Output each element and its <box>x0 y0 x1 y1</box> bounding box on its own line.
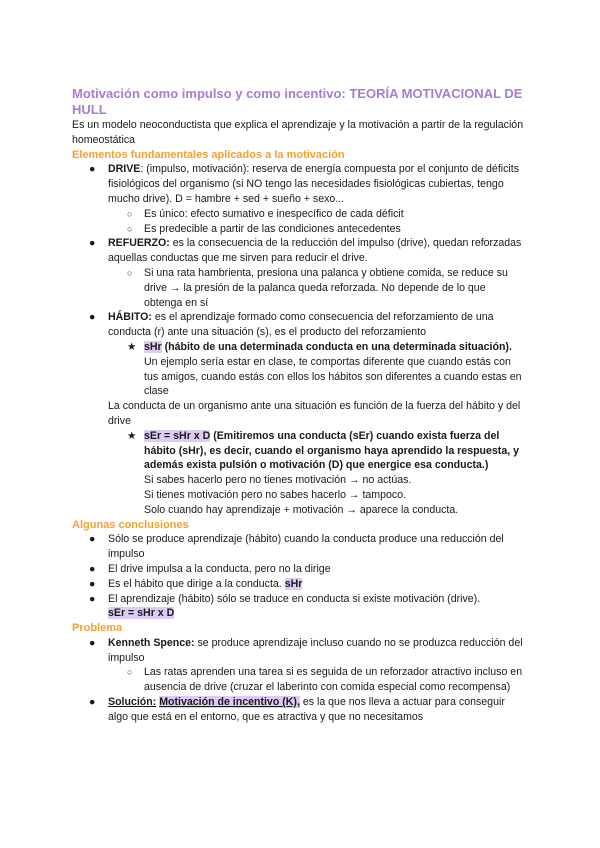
solucion-label: Solución: <box>108 696 157 709</box>
list-item-shr <box>72 340 524 399</box>
list-item-conclusion-2 <box>72 562 524 577</box>
star-icon: ★ <box>127 340 137 353</box>
list-item-refuerzo-sub-1 <box>72 266 524 310</box>
section-heading-problema: Problema <box>72 622 123 635</box>
list-item-drive-sub-2 <box>72 222 524 237</box>
spence-label: Kenneth Spence: <box>108 636 195 649</box>
circle-bullet-icon: ○ <box>127 208 133 219</box>
formula-line-2: Si tienes motivación pero no sabes hacerlo → tampoco. <box>144 488 407 501</box>
drive-text: : (impulso, motivación): reserva de energía compuesta por el conjunto de déficits fisiológicos del organismo (si NO tengo las necesidades fisiológicas cubiertas, tengo mucho drive). D = hambre + sed + sueño + sexo... <box>108 163 520 205</box>
solucion-text: es la que nos lleva a actuar para conseguir algo que está en el entorno, que es atractiva y que no necesitamos <box>108 696 505 723</box>
bullet-icon: ● <box>89 533 96 546</box>
conclusion-2-text: El drive impulsa a la conducta, pero no la dirige <box>108 562 331 575</box>
habito-label: HÁBITO: <box>108 311 152 324</box>
document-page <box>72 86 524 725</box>
document-title: Motivación como impulso y como incentivo: TEORÍA MOTIVACIONAL DE HULL <box>72 86 523 117</box>
shr-example-text: Un ejemplo sería estar en clase, te comportas diferente que cuando estás con tus amigos, cuando estás con ellos los hábitos son diferentes a cuando estas en clase <box>144 355 522 398</box>
problema-list <box>72 636 524 725</box>
conclusiones-list <box>72 532 524 621</box>
bullet-icon: ● <box>89 163 96 176</box>
conclusion-1-text: Sólo se produce aprendizaje (hábito) cuando la conducta produce una reducción del impulso <box>108 533 504 561</box>
shr-bold-text: (hábito de una determinada conducta en una determinada situación). <box>161 340 512 353</box>
bullet-icon: ● <box>89 636 96 649</box>
formula-bold-text: (Emitiremos una conducta (sEr) cuando exista fuerza del hábito (sHr), es decir, cuando el organismo haya aprendido la respuesta, y además exista pulsión o motivación (D) que energice esa conducta.) <box>144 429 520 472</box>
bullet-icon: ● <box>89 696 96 709</box>
conclusion-4-highlight: sEr = sHr x D <box>108 607 175 620</box>
habito-text: es el aprendizaje formado como consecuencia del reforzamiento de una conducta (r) ante una situación (s), es el producto del reforzamiento <box>108 311 494 339</box>
solucion-highlight: Motivación de incentivo (K), <box>159 696 300 709</box>
refuerzo-sub-1-text: Si una rata hambrienta, presiona una palanca y obtiene comida, se reduce su drive → la presión de la palanca queda reforzada. No depende de lo que obtenga en sí <box>144 266 508 309</box>
refuerzo-text: es la consecuencia de la reducción del impulso (drive), quedan reforzadas aquellas conductas que me sirven para reducir el drive. <box>108 237 522 265</box>
bullet-icon: ● <box>89 592 96 605</box>
spence-sub-text: Las ratas aprenden una tarea si es seguida de un reforzador atractivo incluso en ausencia de drive (cruzar el laberinto con comida especial como recompensa) <box>144 666 523 694</box>
conclusion-4-text: El aprendizaje (hábito) sólo se traduce en conducta si existe motivación (drive). <box>108 592 481 605</box>
formula-list <box>72 429 524 473</box>
list-item-spence <box>72 636 524 666</box>
formula-line-3: Solo cuando hay aprendizaje + motivación → aparece la conducta. <box>144 503 459 516</box>
list-item-drive <box>72 162 524 206</box>
circle-bullet-icon: ○ <box>127 267 133 278</box>
conclusion-3-highlight: sHr <box>284 577 303 590</box>
drive-sub-2-text: Es predecible a partir de las condiciones antecedentes <box>144 222 401 235</box>
section-heading-conclusiones: Algunas conclusiones <box>72 518 189 531</box>
list-item-refuerzo <box>72 236 524 266</box>
list-item-habito <box>72 310 524 340</box>
list-item-solucion <box>72 695 524 725</box>
section-heading-elementos: Elementos fundamentales aplicados a la motivación <box>72 148 345 161</box>
circle-bullet-icon: ○ <box>127 667 133 678</box>
drive-sub-1-text: Es único: efecto sumativo e inespecífico de cada déficit <box>144 207 404 220</box>
refuerzo-label: REFUERZO: <box>108 237 170 250</box>
list-item-drive-sub-1 <box>72 207 524 222</box>
list-item-conclusion-1 <box>72 532 524 562</box>
conclusion-3-text: Es el hábito que dirige a la conducta. <box>108 577 285 590</box>
elementos-list <box>72 162 524 399</box>
formula-line-1: Si sabes hacerlo pero no tienes motivación → no actúas. <box>144 474 412 487</box>
conducta-paragraph: La conducta de un organismo ante una situación es función de la fuerza del hábito y del drive <box>108 400 521 427</box>
formula-highlight: sEr = sHr x D <box>144 429 211 442</box>
bullet-icon: ● <box>89 562 96 575</box>
list-item-formula <box>72 429 524 473</box>
spence-text: se produce aprendizaje incluso cuando no se produzca reducción del impulso <box>108 636 523 664</box>
circle-bullet-icon: ○ <box>127 223 133 234</box>
bullet-icon: ● <box>89 577 96 590</box>
list-item-spence-sub <box>72 665 524 695</box>
bullet-icon: ● <box>89 311 96 324</box>
bullet-icon: ● <box>89 237 96 250</box>
list-item-conclusion-4 <box>72 592 524 622</box>
shr-highlight: sHr <box>144 340 162 353</box>
intro-paragraph: Es un modelo neoconductista que explica el aprendizaje y la motivación a partir de la regulación homeostática <box>72 119 524 146</box>
drive-label: DRIVE <box>108 163 141 176</box>
list-item-conclusion-3 <box>72 577 524 592</box>
star-icon: ★ <box>127 429 137 442</box>
